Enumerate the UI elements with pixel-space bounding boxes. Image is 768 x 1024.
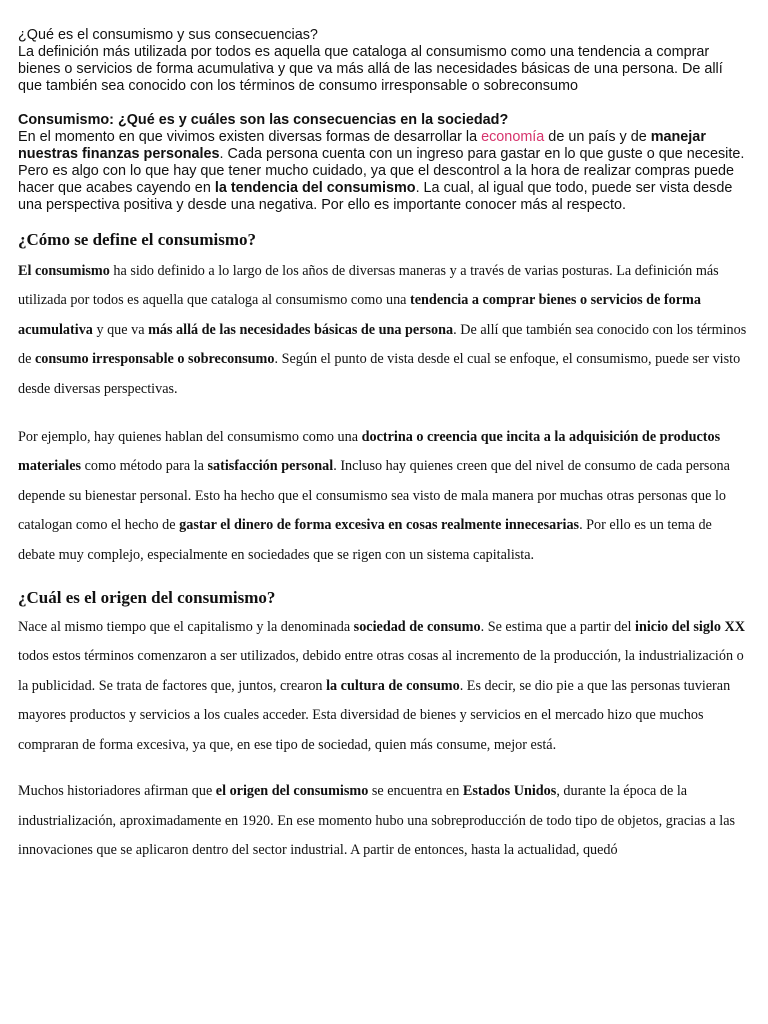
intro-text: La definición más utilizada por todos es aquella que cataloga al consumismo como una tendencia a comprar bienes o servicios de forma acumulativa y que va más allá de las necesidades básicas de una persona. De allí que también sea conocido con los términos de consumo irresponsable o sobreconsumo bbox=[18, 44, 723, 94]
text-run: se encuentra en bbox=[368, 783, 463, 800]
text-run: ha sido definido a lo largo de los años de diversas maneras y a través de varias posturas. La definición más utilizada por todos es aquella que cataloga al consumismo como una bbox=[18, 263, 719, 309]
text-run: . De allí que también sea conocido con los términos de bbox=[18, 321, 747, 368]
intro-title: ¿Qué es el consumismo y sus consecuencias? bbox=[18, 27, 318, 43]
bold-run: El consumismo bbox=[18, 263, 110, 279]
origin-paragraph-2 bbox=[18, 777, 750, 865]
text-run: En el momento en que vivimos existen diversas formas de desarrollar la bbox=[18, 129, 482, 145]
section-paragraph bbox=[18, 129, 750, 214]
bold-run: sociedad de consumo bbox=[353, 619, 481, 636]
text-run: todos estos términos comenzaron a ser utilizados, debido entre otras cosas al incremento de la producción, la industrialización o la publicidad. Se trata de factores que, juntos, crearon bbox=[18, 648, 744, 694]
text-run: Muchos historiadores afirman que bbox=[18, 783, 216, 800]
bold-run: gastar el dinero de forma excesiva en cosas realmente innecesarias bbox=[179, 517, 580, 534]
bold-run: tendencia a comprar bienes o servicios de forma acumulativa bbox=[18, 292, 701, 338]
text-run: . Se estima que a partir del bbox=[480, 619, 636, 636]
section-heading-text: Consumismo: ¿Qué es y cuáles son las consecuencias en la sociedad? bbox=[18, 112, 509, 128]
text-run: . Cada persona cuenta con un ingreso para gastar en lo que guste o que necesite. Pero es algo con lo que hay que tener mucho cuidado, ya que el descontrol a la hora de realizar compras puede hacer que acabes cayendo en bbox=[18, 146, 745, 196]
bold-run: más allá de las necesidades básicas de una persona bbox=[148, 321, 454, 338]
origin-heading: ¿Cuál es el origen del consumismo? bbox=[18, 588, 276, 608]
text-run: . Según el punto de vista desde el cual se enfoque, el consumismo, puede ser visto desde diversas perspectivas. bbox=[18, 351, 741, 397]
bold-run: Estados Unidos bbox=[462, 783, 557, 800]
define-paragraph-2 bbox=[18, 423, 750, 570]
origin-paragraph-1 bbox=[18, 613, 750, 760]
bold-run: manejar nuestras finanzas personales bbox=[18, 129, 706, 162]
text-run: . Incluso hay quienes creen que del nivel de consumo de cada persona depende su bienestar personal. Esto ha hecho que el consumismo sea visto de mala manera por muchas otras personas que lo catalogan como el hecho de bbox=[18, 458, 730, 534]
economia-link[interactable]: economía bbox=[481, 129, 545, 145]
text-run: . Es decir, se dio pie a que las personas tuvieran mayores productos y servicios a los cuales acceder. Esta diversidad de bienes y servicios en el mercado hizo que muchos compraran de forma excesiva, ya que, en ese tipo de sociedad, quien más consume, mejor está. bbox=[18, 677, 731, 753]
text-run: Por ejemplo, hay quienes hablan del consumismo como una bbox=[18, 429, 362, 446]
define-heading: ¿Cómo se define el consumismo? bbox=[18, 230, 256, 249]
bold-run: la tendencia del consumismo bbox=[214, 180, 416, 196]
text-run: de un país y de bbox=[544, 129, 651, 145]
text-run: . Por ello es un tema de debate muy complejo, especialmente en sociedades que se rigen con un sistema capitalista. bbox=[18, 517, 712, 563]
section-heading bbox=[18, 112, 750, 129]
text-run: , durante la época de la industrialización, aproximadamente en 1920. En ese momento hubo una sobreproducción de todo tipo de objetos, gracias a las innovaciones que se aplicaron dentro del sector industrial. A partir de entonces, hasta la actualidad, quedó bbox=[18, 783, 736, 858]
bold-run: inicio del siglo XX bbox=[635, 619, 745, 636]
bold-run: consumo irresponsable o sobreconsumo bbox=[34, 351, 275, 368]
text-run: . La cual, al igual que todo, puede ser vista desde una perspectiva positiva y desde una negativa. Por ello es importante conocer más al respecto. bbox=[18, 180, 733, 213]
section-consumismo bbox=[18, 112, 750, 214]
text-run: y que va bbox=[92, 321, 149, 338]
bold-run: el origen del consumismo bbox=[215, 783, 369, 800]
intro-block bbox=[18, 0, 750, 95]
define-paragraph-1 bbox=[18, 257, 750, 404]
bold-run: doctrina o creencia que incita a la adquisición de productos materiales bbox=[18, 429, 721, 475]
bold-run: la cultura de consumo bbox=[326, 677, 460, 694]
bold-run: satisfacción personal bbox=[207, 458, 334, 475]
text-run: Nace al mismo tiempo que el capitalismo y la denominada bbox=[18, 619, 354, 636]
text-run: como método para la bbox=[81, 458, 208, 475]
